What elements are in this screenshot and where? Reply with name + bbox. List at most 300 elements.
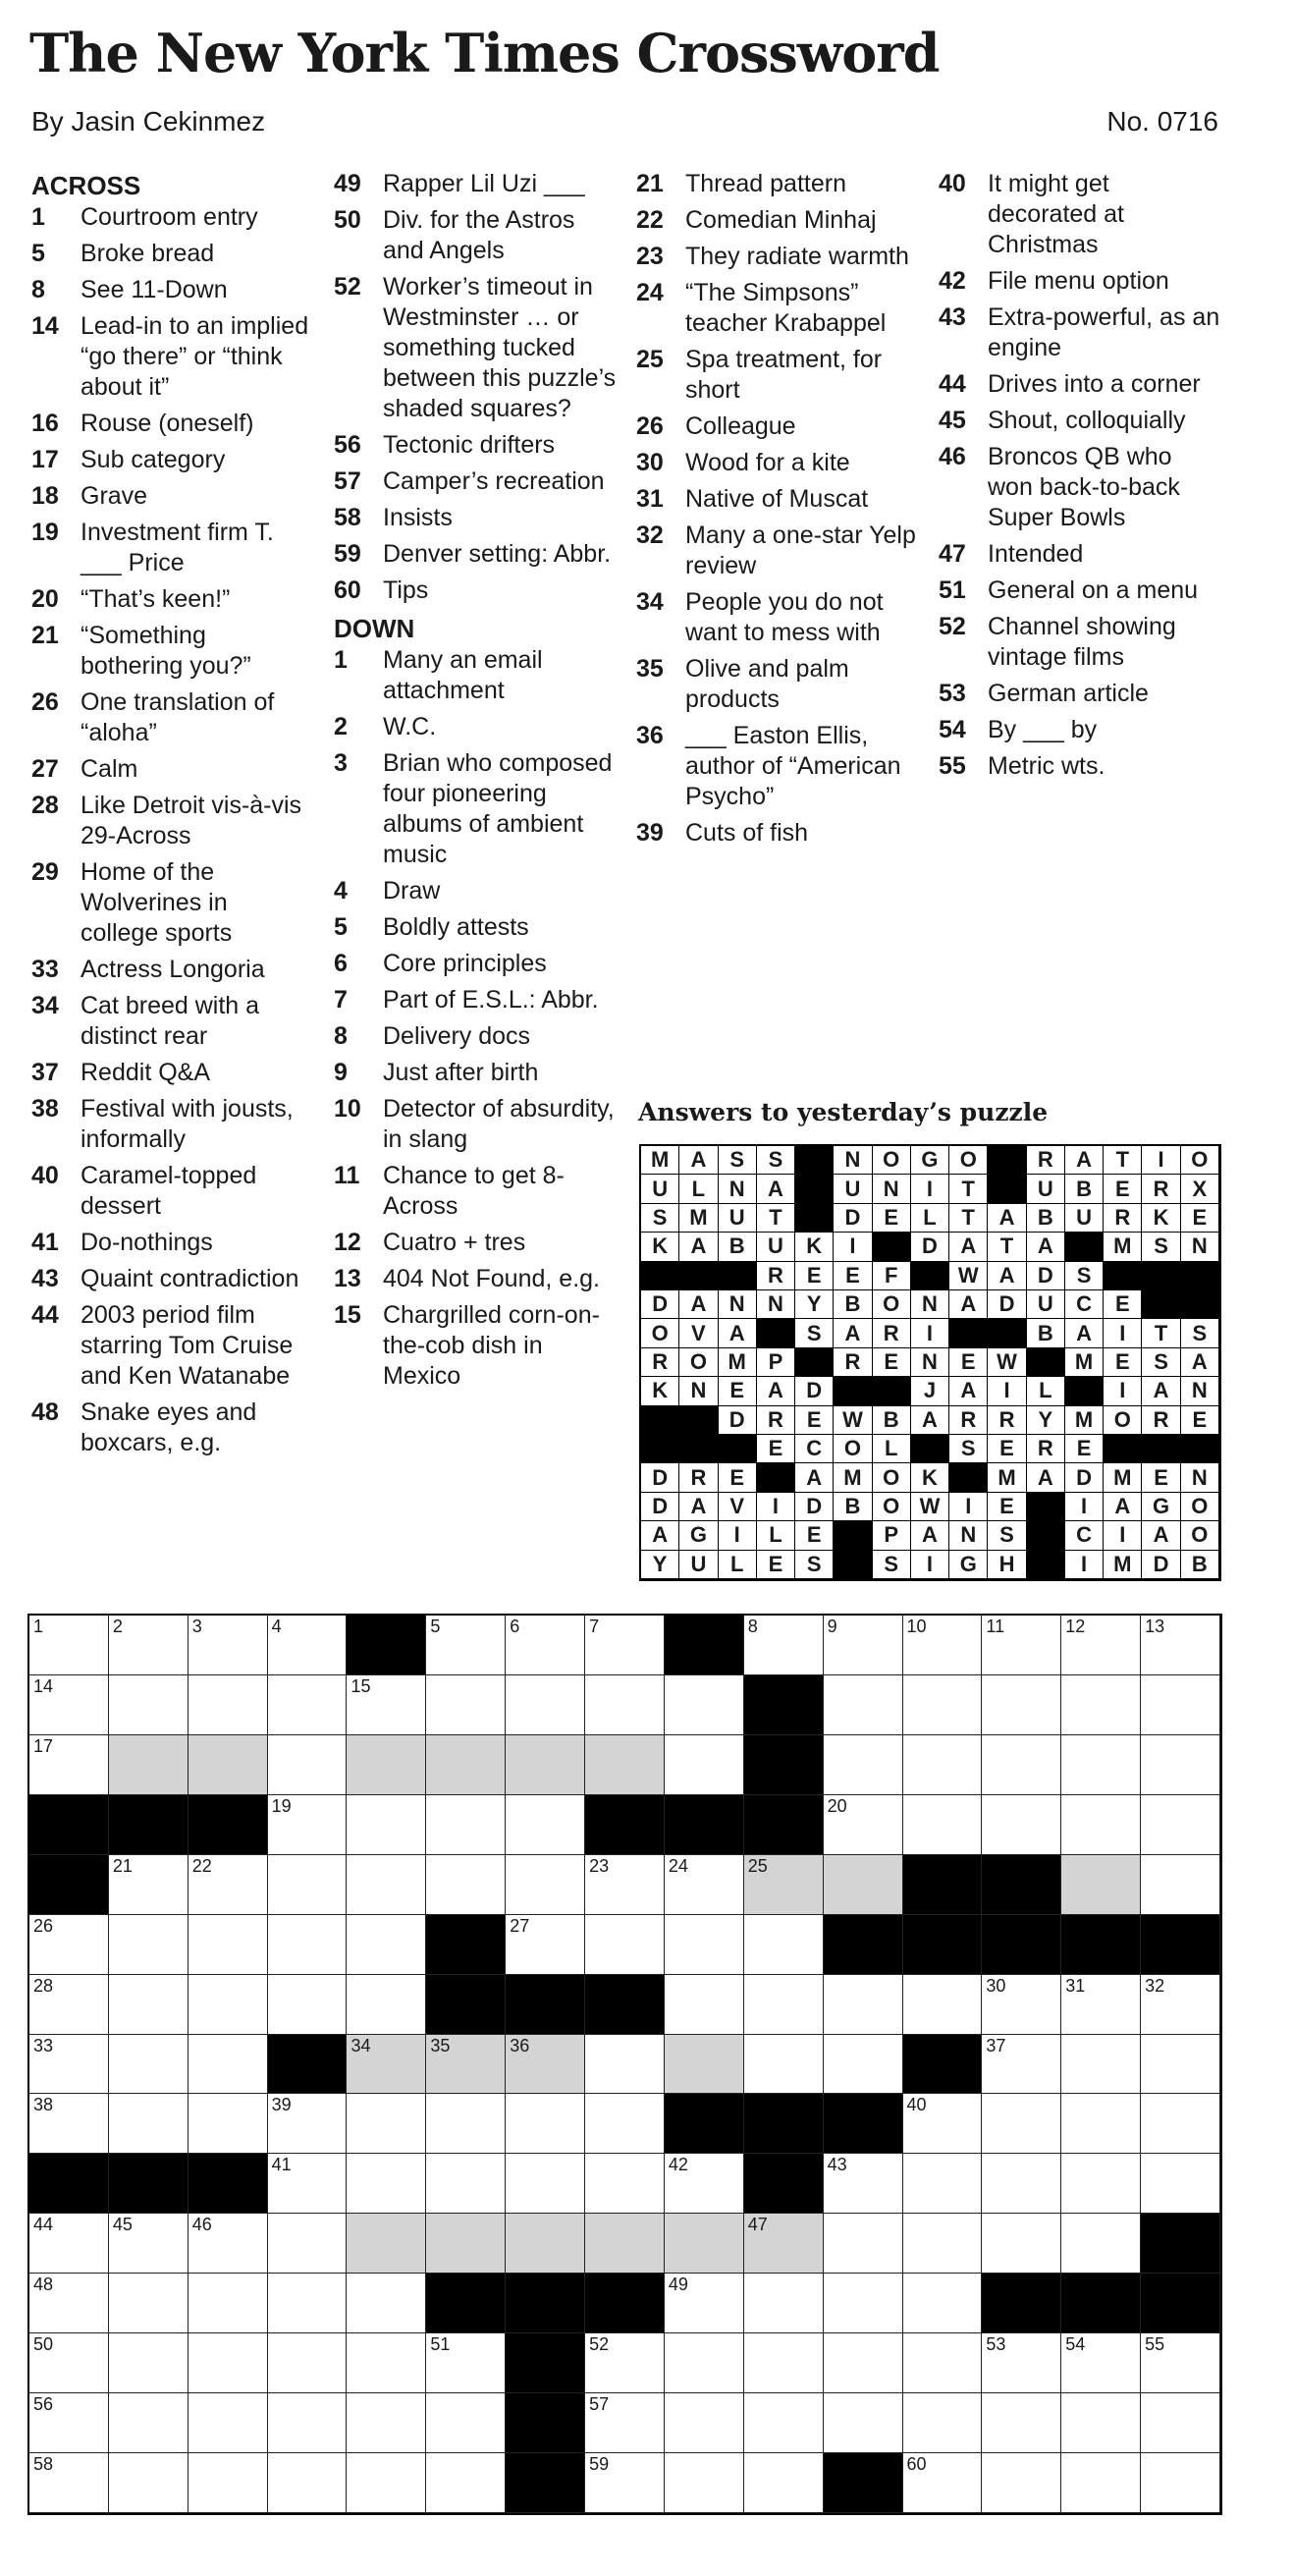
clue-number: 6 bbox=[334, 950, 348, 977]
black-square bbox=[29, 1795, 109, 1855]
grid-square[interactable] bbox=[109, 2333, 189, 2393]
grid-square[interactable] bbox=[29, 1915, 109, 1975]
grid-square[interactable] bbox=[29, 1616, 109, 1675]
grid-square[interactable] bbox=[347, 2274, 426, 2333]
clue-text: Camper’s recreation bbox=[383, 467, 605, 495]
shaded-square[interactable] bbox=[506, 2214, 585, 2274]
grid-square[interactable] bbox=[189, 2274, 268, 2333]
grid-square[interactable] bbox=[29, 2214, 109, 2274]
answer-black-square bbox=[834, 1551, 872, 1579]
grid-square[interactable] bbox=[268, 1855, 348, 1915]
answer-letter: W bbox=[949, 1262, 988, 1290]
clue-text: Rapper Lil Uzi ___ bbox=[383, 170, 585, 197]
answer-letter: T bbox=[757, 1204, 795, 1233]
grid-square[interactable] bbox=[268, 1675, 348, 1735]
grid-square[interactable] bbox=[268, 1975, 348, 2035]
grid-square[interactable] bbox=[824, 1675, 903, 1735]
grid-square[interactable] bbox=[109, 1675, 189, 1735]
grid-square[interactable] bbox=[1141, 2035, 1220, 2095]
answer-letter: C bbox=[795, 1435, 834, 1463]
clue-item bbox=[31, 275, 311, 305]
grid-square[interactable] bbox=[29, 2453, 109, 2513]
answer-letter: M bbox=[988, 1463, 1026, 1492]
grid-square[interactable] bbox=[824, 2214, 903, 2274]
grid-square[interactable] bbox=[189, 1975, 268, 2035]
grid-square[interactable] bbox=[824, 2154, 903, 2214]
grid-square[interactable] bbox=[109, 2035, 189, 2095]
grid-square[interactable] bbox=[1061, 2094, 1141, 2154]
grid-square[interactable] bbox=[1061, 1616, 1141, 1675]
clue-text: Spa treatment, for short bbox=[685, 346, 883, 404]
answer-letter: S bbox=[641, 1204, 679, 1233]
grid-square[interactable] bbox=[744, 1915, 824, 1975]
grid-square[interactable] bbox=[903, 2393, 983, 2453]
grid-square[interactable] bbox=[189, 1616, 268, 1675]
grid-square[interactable] bbox=[903, 1735, 983, 1795]
byline: By Jasin Cekinmez bbox=[31, 106, 266, 137]
grid-square[interactable] bbox=[189, 2214, 268, 2274]
clue-number: 56 bbox=[334, 431, 361, 459]
grid-square[interactable] bbox=[1141, 2154, 1220, 2214]
answer-letter: A bbox=[679, 1493, 718, 1521]
grid-square[interactable] bbox=[426, 2333, 506, 2393]
answer-letter: M bbox=[1104, 1551, 1142, 1579]
shaded-square[interactable] bbox=[585, 1735, 665, 1795]
answer-letter: L bbox=[719, 1551, 757, 1579]
grid-square[interactable] bbox=[29, 2094, 109, 2154]
grid-square[interactable] bbox=[268, 1915, 348, 1975]
grid-square[interactable] bbox=[29, 2035, 109, 2095]
grid-square[interactable] bbox=[109, 2214, 189, 2274]
grid-square[interactable] bbox=[426, 1795, 506, 1855]
clue-item bbox=[31, 1264, 311, 1294]
answer-letter: X bbox=[1181, 1175, 1219, 1203]
answer-letter: E bbox=[988, 1435, 1026, 1463]
clue-number: 47 bbox=[939, 540, 966, 568]
grid-square[interactable] bbox=[1061, 1795, 1141, 1855]
clue-text: Detector of absurdity, in slang bbox=[383, 1095, 615, 1153]
shaded-square[interactable] bbox=[347, 2214, 426, 2274]
grid-square[interactable] bbox=[1061, 1735, 1141, 1795]
grid-square[interactable] bbox=[268, 2333, 348, 2393]
grid-square[interactable] bbox=[268, 2453, 348, 2513]
grid-square[interactable] bbox=[744, 1616, 824, 1675]
grid-square[interactable] bbox=[903, 2333, 983, 2393]
square-number: 56 bbox=[33, 2394, 54, 2415]
square-number: 47 bbox=[747, 2215, 768, 2235]
grid-square[interactable] bbox=[982, 1795, 1061, 1855]
grid-square[interactable] bbox=[29, 2333, 109, 2393]
grid-square[interactable] bbox=[903, 1616, 983, 1675]
grid-square[interactable] bbox=[268, 1795, 348, 1855]
grid-square[interactable] bbox=[903, 1795, 983, 1855]
grid-square[interactable] bbox=[824, 1975, 903, 2035]
clue-number: 2 bbox=[334, 713, 348, 740]
grid-square[interactable] bbox=[506, 1675, 585, 1735]
grid-square[interactable] bbox=[744, 2274, 824, 2333]
clue-item bbox=[334, 876, 619, 906]
answer-letter: K bbox=[795, 1233, 834, 1261]
grid-square[interactable] bbox=[426, 1675, 506, 1735]
square-number: 28 bbox=[33, 1975, 54, 1996]
answer-letter: S bbox=[757, 1146, 795, 1175]
clue-item bbox=[636, 205, 921, 236]
answer-letter: A bbox=[949, 1290, 988, 1319]
grid-square[interactable] bbox=[744, 2035, 824, 2095]
square-number: 8 bbox=[747, 1617, 758, 1636]
grid-square[interactable] bbox=[268, 2094, 348, 2154]
clue-text: They radiate warmth bbox=[685, 243, 909, 270]
grid-square[interactable] bbox=[903, 2094, 983, 2154]
grid-square[interactable] bbox=[982, 2333, 1061, 2393]
grid-square[interactable] bbox=[744, 2393, 824, 2453]
shaded-square[interactable] bbox=[744, 2214, 824, 2274]
grid-square[interactable] bbox=[585, 2035, 665, 2095]
answer-letter: O bbox=[949, 1146, 988, 1175]
clue-item bbox=[334, 985, 619, 1015]
grid-square[interactable] bbox=[585, 2453, 665, 2513]
shaded-square[interactable] bbox=[426, 1735, 506, 1795]
clue-text: Cuatro + tres bbox=[383, 1229, 526, 1256]
grid-square[interactable] bbox=[903, 1675, 983, 1735]
black-square bbox=[506, 1975, 585, 2035]
clue-item bbox=[31, 1300, 311, 1392]
answer-letter: E bbox=[988, 1493, 1026, 1521]
grid-square[interactable] bbox=[268, 2214, 348, 2274]
grid-square[interactable] bbox=[824, 2393, 903, 2453]
grid-square[interactable] bbox=[824, 2035, 903, 2095]
grid-square[interactable] bbox=[824, 2274, 903, 2333]
answer-letter: S bbox=[873, 1551, 911, 1579]
answer-letter: U bbox=[1065, 1204, 1104, 1233]
grid-square[interactable] bbox=[585, 1915, 665, 1975]
answer-black-square bbox=[1181, 1290, 1219, 1319]
grid-square[interactable] bbox=[744, 1975, 824, 2035]
grid-square[interactable] bbox=[585, 2333, 665, 2393]
grid-square[interactable] bbox=[1141, 2333, 1220, 2393]
grid-square[interactable] bbox=[347, 1975, 426, 2035]
answer-letter: A bbox=[911, 1521, 949, 1550]
grid-square[interactable] bbox=[665, 2393, 744, 2453]
clue-text: Like Detroit vis-à-vis 29-Across bbox=[81, 792, 302, 850]
grid-square[interactable] bbox=[1141, 1675, 1220, 1735]
grid-square[interactable] bbox=[189, 1855, 268, 1915]
grid-square[interactable] bbox=[824, 1735, 903, 1795]
answer-letter: O bbox=[641, 1319, 679, 1347]
clue-text: By ___ by bbox=[988, 716, 1098, 743]
clue-number: 43 bbox=[939, 303, 966, 331]
grid-square[interactable] bbox=[109, 2453, 189, 2513]
grid-square[interactable] bbox=[268, 2154, 348, 2214]
answer-letter: E bbox=[1142, 1463, 1180, 1492]
answer-letter: T bbox=[1142, 1319, 1180, 1347]
grid-square[interactable] bbox=[982, 1616, 1061, 1675]
grid-square[interactable] bbox=[665, 2453, 744, 2513]
grid-square[interactable] bbox=[347, 1915, 426, 1975]
grid-square[interactable] bbox=[347, 2333, 426, 2393]
grid-square[interactable] bbox=[585, 1675, 665, 1735]
grid-square[interactable] bbox=[1061, 2333, 1141, 2393]
shaded-square[interactable] bbox=[426, 2214, 506, 2274]
grid-square[interactable] bbox=[426, 2094, 506, 2154]
grid-square[interactable] bbox=[1141, 1975, 1220, 2035]
black-square bbox=[982, 1855, 1061, 1915]
answer-letter: D bbox=[1142, 1551, 1180, 1579]
grid-square[interactable] bbox=[1061, 2393, 1141, 2453]
clue-item bbox=[31, 445, 311, 475]
grid-square[interactable] bbox=[982, 2453, 1061, 2513]
grid-square[interactable] bbox=[1061, 2214, 1141, 2274]
grid-square[interactable] bbox=[189, 2453, 268, 2513]
square-number: 33 bbox=[33, 2035, 54, 2055]
answer-letter: Y bbox=[795, 1290, 834, 1319]
grid-square[interactable] bbox=[665, 1915, 744, 1975]
grid-square[interactable] bbox=[824, 2333, 903, 2393]
answer-letter: I bbox=[757, 1493, 795, 1521]
grid-square[interactable] bbox=[1141, 1735, 1220, 1795]
answer-black-square bbox=[1142, 1435, 1180, 1463]
shaded-square[interactable] bbox=[109, 1735, 189, 1795]
grid-square[interactable] bbox=[109, 1975, 189, 2035]
grid-square[interactable] bbox=[824, 1616, 903, 1675]
clue-item bbox=[939, 575, 1223, 606]
grid-square[interactable] bbox=[426, 2393, 506, 2453]
grid-square[interactable] bbox=[665, 2274, 744, 2333]
black-square bbox=[506, 2393, 585, 2453]
clue-item bbox=[939, 369, 1223, 400]
grid-square[interactable] bbox=[1061, 2453, 1141, 2513]
grid-square[interactable] bbox=[903, 1975, 983, 2035]
shaded-square[interactable] bbox=[1061, 1855, 1141, 1915]
grid-square[interactable] bbox=[347, 2393, 426, 2453]
grid-square[interactable] bbox=[1061, 2035, 1141, 2095]
shaded-square[interactable] bbox=[426, 2035, 506, 2095]
grid-square[interactable] bbox=[982, 1675, 1061, 1735]
clue-number: 54 bbox=[939, 716, 966, 743]
grid-square[interactable] bbox=[29, 2274, 109, 2333]
grid-square[interactable] bbox=[29, 1735, 109, 1795]
shaded-square[interactable] bbox=[824, 1855, 903, 1915]
clue-item bbox=[31, 754, 311, 785]
grid-square[interactable] bbox=[585, 1855, 665, 1915]
grid-square[interactable] bbox=[426, 1616, 506, 1675]
square-number: 37 bbox=[986, 2035, 1006, 2055]
clue-column-3 bbox=[636, 169, 921, 854]
shaded-square[interactable] bbox=[585, 2214, 665, 2274]
square-number: 22 bbox=[191, 1855, 212, 1876]
clue-number: 15 bbox=[334, 1301, 361, 1329]
grid-square[interactable] bbox=[1141, 2393, 1220, 2453]
grid-square[interactable] bbox=[824, 1795, 903, 1855]
grid-square[interactable] bbox=[982, 2035, 1061, 2095]
grid-square[interactable] bbox=[347, 1675, 426, 1735]
answer-letter: A bbox=[719, 1319, 757, 1347]
answer-letter: R bbox=[1027, 1435, 1065, 1463]
grid-square[interactable] bbox=[29, 2393, 109, 2453]
grid-square[interactable] bbox=[585, 2393, 665, 2453]
grid-square[interactable] bbox=[1061, 1975, 1141, 2035]
grid-square[interactable] bbox=[189, 2094, 268, 2154]
grid-square[interactable] bbox=[903, 2214, 983, 2274]
grid-square[interactable] bbox=[665, 1735, 744, 1795]
shaded-square[interactable] bbox=[744, 1855, 824, 1915]
grid-square[interactable] bbox=[506, 2154, 585, 2214]
grid-square[interactable] bbox=[903, 2154, 983, 2214]
clue-number: 5 bbox=[334, 913, 348, 941]
grid-square[interactable] bbox=[268, 2274, 348, 2333]
answer-letter: E bbox=[795, 1406, 834, 1435]
grid-square[interactable] bbox=[109, 2393, 189, 2453]
grid-square[interactable] bbox=[347, 1795, 426, 1855]
answer-letter: I bbox=[1142, 1146, 1180, 1175]
grid-square[interactable] bbox=[982, 2393, 1061, 2453]
clue-text: Shout, colloquially bbox=[988, 407, 1186, 434]
grid-square[interactable] bbox=[426, 2154, 506, 2214]
grid-square[interactable] bbox=[109, 1915, 189, 1975]
grid-square[interactable] bbox=[189, 2393, 268, 2453]
clue-text: Quaint contradiction bbox=[81, 1265, 299, 1292]
answer-letter: B bbox=[873, 1406, 911, 1435]
grid-square[interactable] bbox=[506, 1616, 585, 1675]
square-number: 26 bbox=[33, 1915, 54, 1936]
clue-item bbox=[334, 712, 619, 742]
grid-square[interactable] bbox=[268, 1735, 348, 1795]
grid-square[interactable] bbox=[506, 1855, 585, 1915]
answer-letter: Y bbox=[1027, 1406, 1065, 1435]
grid-square[interactable] bbox=[982, 1735, 1061, 1795]
grid-square[interactable] bbox=[665, 2154, 744, 2214]
answer-letter: O bbox=[679, 1348, 718, 1377]
answer-letter: I bbox=[1104, 1521, 1142, 1550]
clue-item bbox=[31, 1058, 311, 1088]
grid-square[interactable] bbox=[1141, 1616, 1220, 1675]
grid-square[interactable] bbox=[268, 1616, 348, 1675]
grid-square[interactable] bbox=[1061, 2154, 1141, 2214]
square-number: 19 bbox=[271, 1795, 292, 1816]
shaded-square[interactable] bbox=[665, 2035, 744, 2095]
grid-square[interactable] bbox=[585, 1616, 665, 1675]
grid-square[interactable] bbox=[109, 2094, 189, 2154]
clue-text: Metric wts. bbox=[988, 752, 1105, 780]
grid-square[interactable] bbox=[665, 2333, 744, 2393]
answer-black-square bbox=[1181, 1262, 1219, 1290]
shaded-square[interactable] bbox=[665, 2214, 744, 2274]
grid-square[interactable] bbox=[347, 2453, 426, 2513]
grid-square[interactable] bbox=[426, 2453, 506, 2513]
grid-square[interactable] bbox=[1141, 1855, 1220, 1915]
shaded-square[interactable] bbox=[347, 2035, 426, 2095]
grid-square[interactable] bbox=[982, 2154, 1061, 2214]
answer-letter: I bbox=[911, 1551, 949, 1579]
grid-square[interactable] bbox=[506, 1915, 585, 1975]
grid-square[interactable] bbox=[506, 1795, 585, 1855]
grid-square[interactable] bbox=[982, 1975, 1061, 2035]
down-heading: DOWN bbox=[334, 614, 415, 643]
clue-item bbox=[636, 242, 921, 272]
shaded-square[interactable] bbox=[189, 1735, 268, 1795]
grid-square[interactable] bbox=[665, 1675, 744, 1735]
grid-square[interactable] bbox=[982, 2214, 1061, 2274]
grid-square[interactable] bbox=[29, 1675, 109, 1735]
grid-square[interactable] bbox=[585, 2094, 665, 2154]
answer-black-square bbox=[988, 1146, 1026, 1175]
grid-square[interactable] bbox=[982, 2094, 1061, 2154]
clue-text: Delivery docs bbox=[383, 1022, 531, 1050]
answer-black-square bbox=[679, 1406, 718, 1435]
shaded-square[interactable] bbox=[347, 1735, 426, 1795]
black-square bbox=[744, 1735, 824, 1795]
grid-square[interactable] bbox=[347, 2154, 426, 2214]
grid-square[interactable] bbox=[1141, 2453, 1220, 2513]
grid-square[interactable] bbox=[189, 1675, 268, 1735]
black-square bbox=[824, 1915, 903, 1975]
answer-letter: R bbox=[1104, 1204, 1142, 1233]
answer-letter: R bbox=[873, 1319, 911, 1347]
clue-item bbox=[636, 654, 921, 715]
clue-text: Broke bread bbox=[81, 240, 215, 267]
black-square bbox=[268, 2035, 348, 2095]
grid-square[interactable] bbox=[426, 1855, 506, 1915]
grid-square[interactable] bbox=[189, 2035, 268, 2095]
grid-square[interactable] bbox=[1141, 1795, 1220, 1855]
grid-square[interactable] bbox=[744, 2453, 824, 2513]
clue-text: Courtroom entry bbox=[81, 203, 258, 231]
clue-number: 58 bbox=[334, 504, 361, 531]
grid-square[interactable] bbox=[189, 1915, 268, 1975]
grid-square[interactable] bbox=[665, 1975, 744, 2035]
answer-letter: I bbox=[949, 1493, 988, 1521]
grid-square[interactable] bbox=[109, 2274, 189, 2333]
grid-square[interactable] bbox=[29, 1975, 109, 2035]
clue-item bbox=[31, 1398, 311, 1458]
grid-square[interactable] bbox=[109, 1616, 189, 1675]
grid-square[interactable] bbox=[1141, 2094, 1220, 2154]
grid-square[interactable] bbox=[585, 2154, 665, 2214]
grid-square[interactable] bbox=[744, 2333, 824, 2393]
answer-letter: G bbox=[679, 1521, 718, 1550]
answer-black-square bbox=[949, 1463, 988, 1492]
grid-square[interactable] bbox=[109, 1855, 189, 1915]
square-number: 45 bbox=[112, 2215, 133, 2235]
answer-letter: S bbox=[1181, 1319, 1219, 1347]
answer-letter: I bbox=[1065, 1493, 1104, 1521]
grid-square[interactable] bbox=[506, 2094, 585, 2154]
answer-letter: A bbox=[1065, 1319, 1104, 1347]
clue-item bbox=[334, 1300, 619, 1392]
answer-letter: O bbox=[873, 1463, 911, 1492]
answer-letter: R bbox=[679, 1463, 718, 1492]
grid-square[interactable] bbox=[347, 2094, 426, 2154]
square-number: 12 bbox=[1065, 1617, 1086, 1636]
clue-number: 8 bbox=[31, 276, 45, 303]
grid-square[interactable] bbox=[347, 1855, 426, 1915]
grid-square[interactable] bbox=[268, 2393, 348, 2453]
black-square bbox=[426, 1975, 506, 2035]
clue-number: 37 bbox=[31, 1059, 59, 1086]
answer-black-square bbox=[834, 1521, 872, 1550]
clue-item bbox=[334, 912, 619, 943]
grid-square[interactable] bbox=[903, 2453, 983, 2513]
clue-number: 51 bbox=[939, 576, 966, 604]
black-square bbox=[665, 2094, 744, 2154]
shaded-square[interactable] bbox=[506, 2035, 585, 2095]
clue-item bbox=[939, 679, 1223, 709]
grid-square[interactable] bbox=[1061, 1675, 1141, 1735]
grid-square[interactable] bbox=[903, 2274, 983, 2333]
grid-square[interactable] bbox=[665, 1855, 744, 1915]
grid-square[interactable] bbox=[189, 2333, 268, 2393]
shaded-square[interactable] bbox=[506, 1735, 585, 1795]
